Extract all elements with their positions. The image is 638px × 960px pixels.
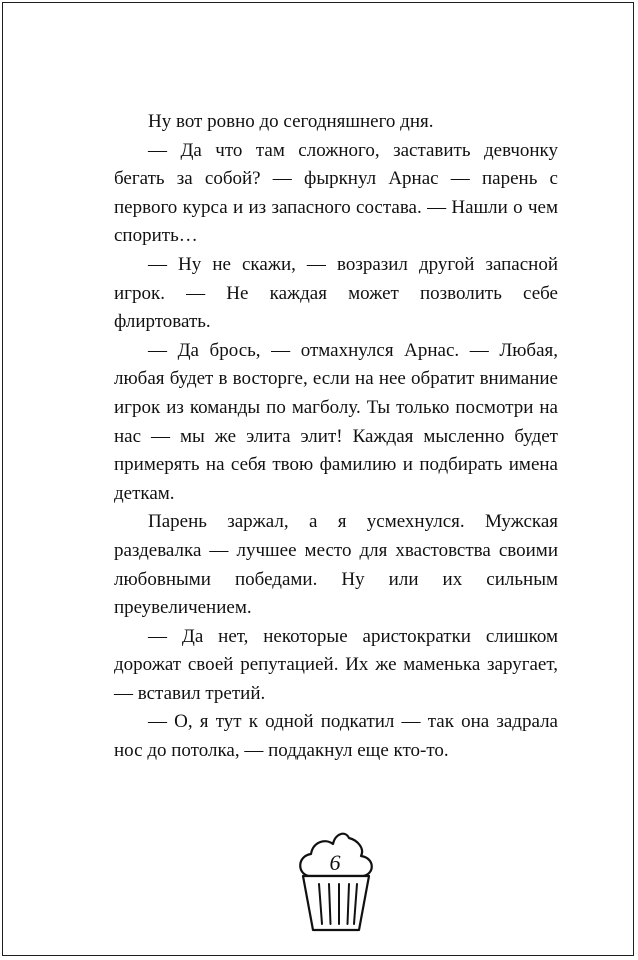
cupcake-icon [295,826,377,934]
paragraph-5: Парень заржал, а я усмехнулся. Мужская раздевалка — лучшее место для хвастовства своими любовными победами. Ну или их сильным преувеличением. [114,511,558,619]
paragraph-4: — Да брось, — отмахнулся Арнас. — Любая, любая будет в восторге, если на нее обратит внимание игрок из команды по магболу. Ты только посмотри на нас — мы же элита элит! Каждая мысленно будет примерять на себя твою фамилию и подбирать имена деткам. [114,339,558,504]
page-number-badge [295,826,377,934]
paragraph-1: Ну вот ровно до сегодняшнего дня. [148,111,434,132]
body-text [114,108,558,766]
paragraph-6: — Да нет, некоторые аристократки слишком дорожат своей репутацией. Их же маменька заругает, — вставил третий. [114,625,558,704]
page-number: 6 [329,850,341,875]
paragraph-3: — Ну не скажи, — возразил другой запасной игрок. — Не каждая может позволить себе флиртовать. [114,253,558,333]
paragraph-2: — Да что там сложного, заставить девчонку бегать за собой? — фыркнул Арнас — парень с первого курса и из запасного состава. — Нашли о чем спорить… [114,139,558,247]
paragraph-7: — О, я тут к одной подкатил — так она задрала нос до потолка, — поддакнул еще кто-то. [114,711,558,762]
